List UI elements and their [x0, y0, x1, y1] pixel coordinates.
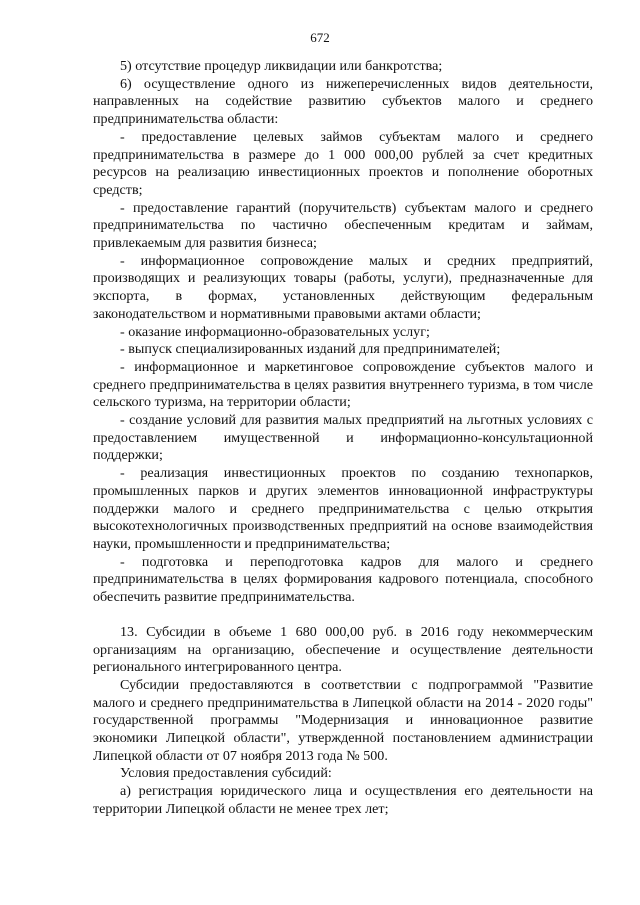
list-item: - реализация инвестиционных проектов по созданию технопарков, промышленных парков и других элементов инновационной инфраструктуры поддержки малого и среднего предпринимательства с целью открытия высокотехнологичных производственных предприятий на основе взаимодействия науки, промышленности и предпринимательства; — [93, 465, 593, 552]
list-item: - создание условий для развития малых предприятий на льготных условиях с предоставлением имущественной и информационно-консультационной поддержки; — [93, 412, 593, 464]
list-item: - подготовка и переподготовка кадров для малого и среднего предпринимательства в целях формирования кадрового потенциала, способного обеспечить развитие предпринимательства. — [93, 553, 593, 606]
list-item: - информационное сопровождение малых и средних предприятий, производящих и реализующих товары (работы, услуги), предназначенные для экспорта, в формах, установленных действующим федеральным законодательством и нормативными правовыми актами области; — [93, 252, 593, 322]
section-13-conditions-title: Условия предоставления субсидий: — [120, 765, 332, 782]
section-spacer — [93, 607, 593, 624]
condition-no-liquidation: 5) отсутствие процедур ликвидации или банкротства; — [120, 58, 443, 74]
page-number: 672 — [310, 30, 330, 45]
list-item: - предоставление целевых займов субъектам малого и среднего предпринимательства в размере до 1 000 000,00 рублей за счет кредитных ресурсов на реализацию инвестиционных проектов и пополнение оборотных средств; — [93, 128, 593, 198]
section-13-heading: 13. Субсидии в объеме 1 680 000,00 руб. в 2016 году некоммерческим организациям на организацию, обеспечение и осуществление деятельности регионального интегрированного центра. — [93, 623, 593, 676]
list-item: - информационное и маркетинговое сопровождение субъектов малого и среднего предпринимательства в целях развития внутреннего туризма, в том числе сельского туризма, на территории области; — [93, 358, 593, 411]
list-item: - выпуск специализированных изданий для предпринимателей; — [120, 341, 501, 358]
list-item: - предоставление гарантий (поручительств) субъектам малого и среднего предпринимательства по частично обеспеченным кредитам и займам, привлекаемым для развития бизнеса; — [93, 199, 593, 252]
section-13-condition-a: а) регистрация юридического лица и осуществления его деятельности на территории Липецкой области не менее трех лет; — [93, 783, 593, 817]
section-13-basis: Субсидии предоставляются в соответствии с подпрограммой "Развитие малого и среднего предпринимательства в Липецкой области на 2014 - 2020 годы" государственной программы "Модернизация и инновационное развитие экономики Липецкой области", утвержденной постановлением администрации Липецкой области от 07 ноября 2013 года № 500. — [93, 676, 593, 764]
condition-activity: 6) осуществление одного из нижеперечисленных видов деятельности, направленных на содействие развитию субъектов малого и среднего предпринимательства области: — [93, 75, 593, 128]
document-body — [93, 58, 593, 819]
list-item: - оказание информационно-образовательных услуг; — [120, 323, 430, 340]
